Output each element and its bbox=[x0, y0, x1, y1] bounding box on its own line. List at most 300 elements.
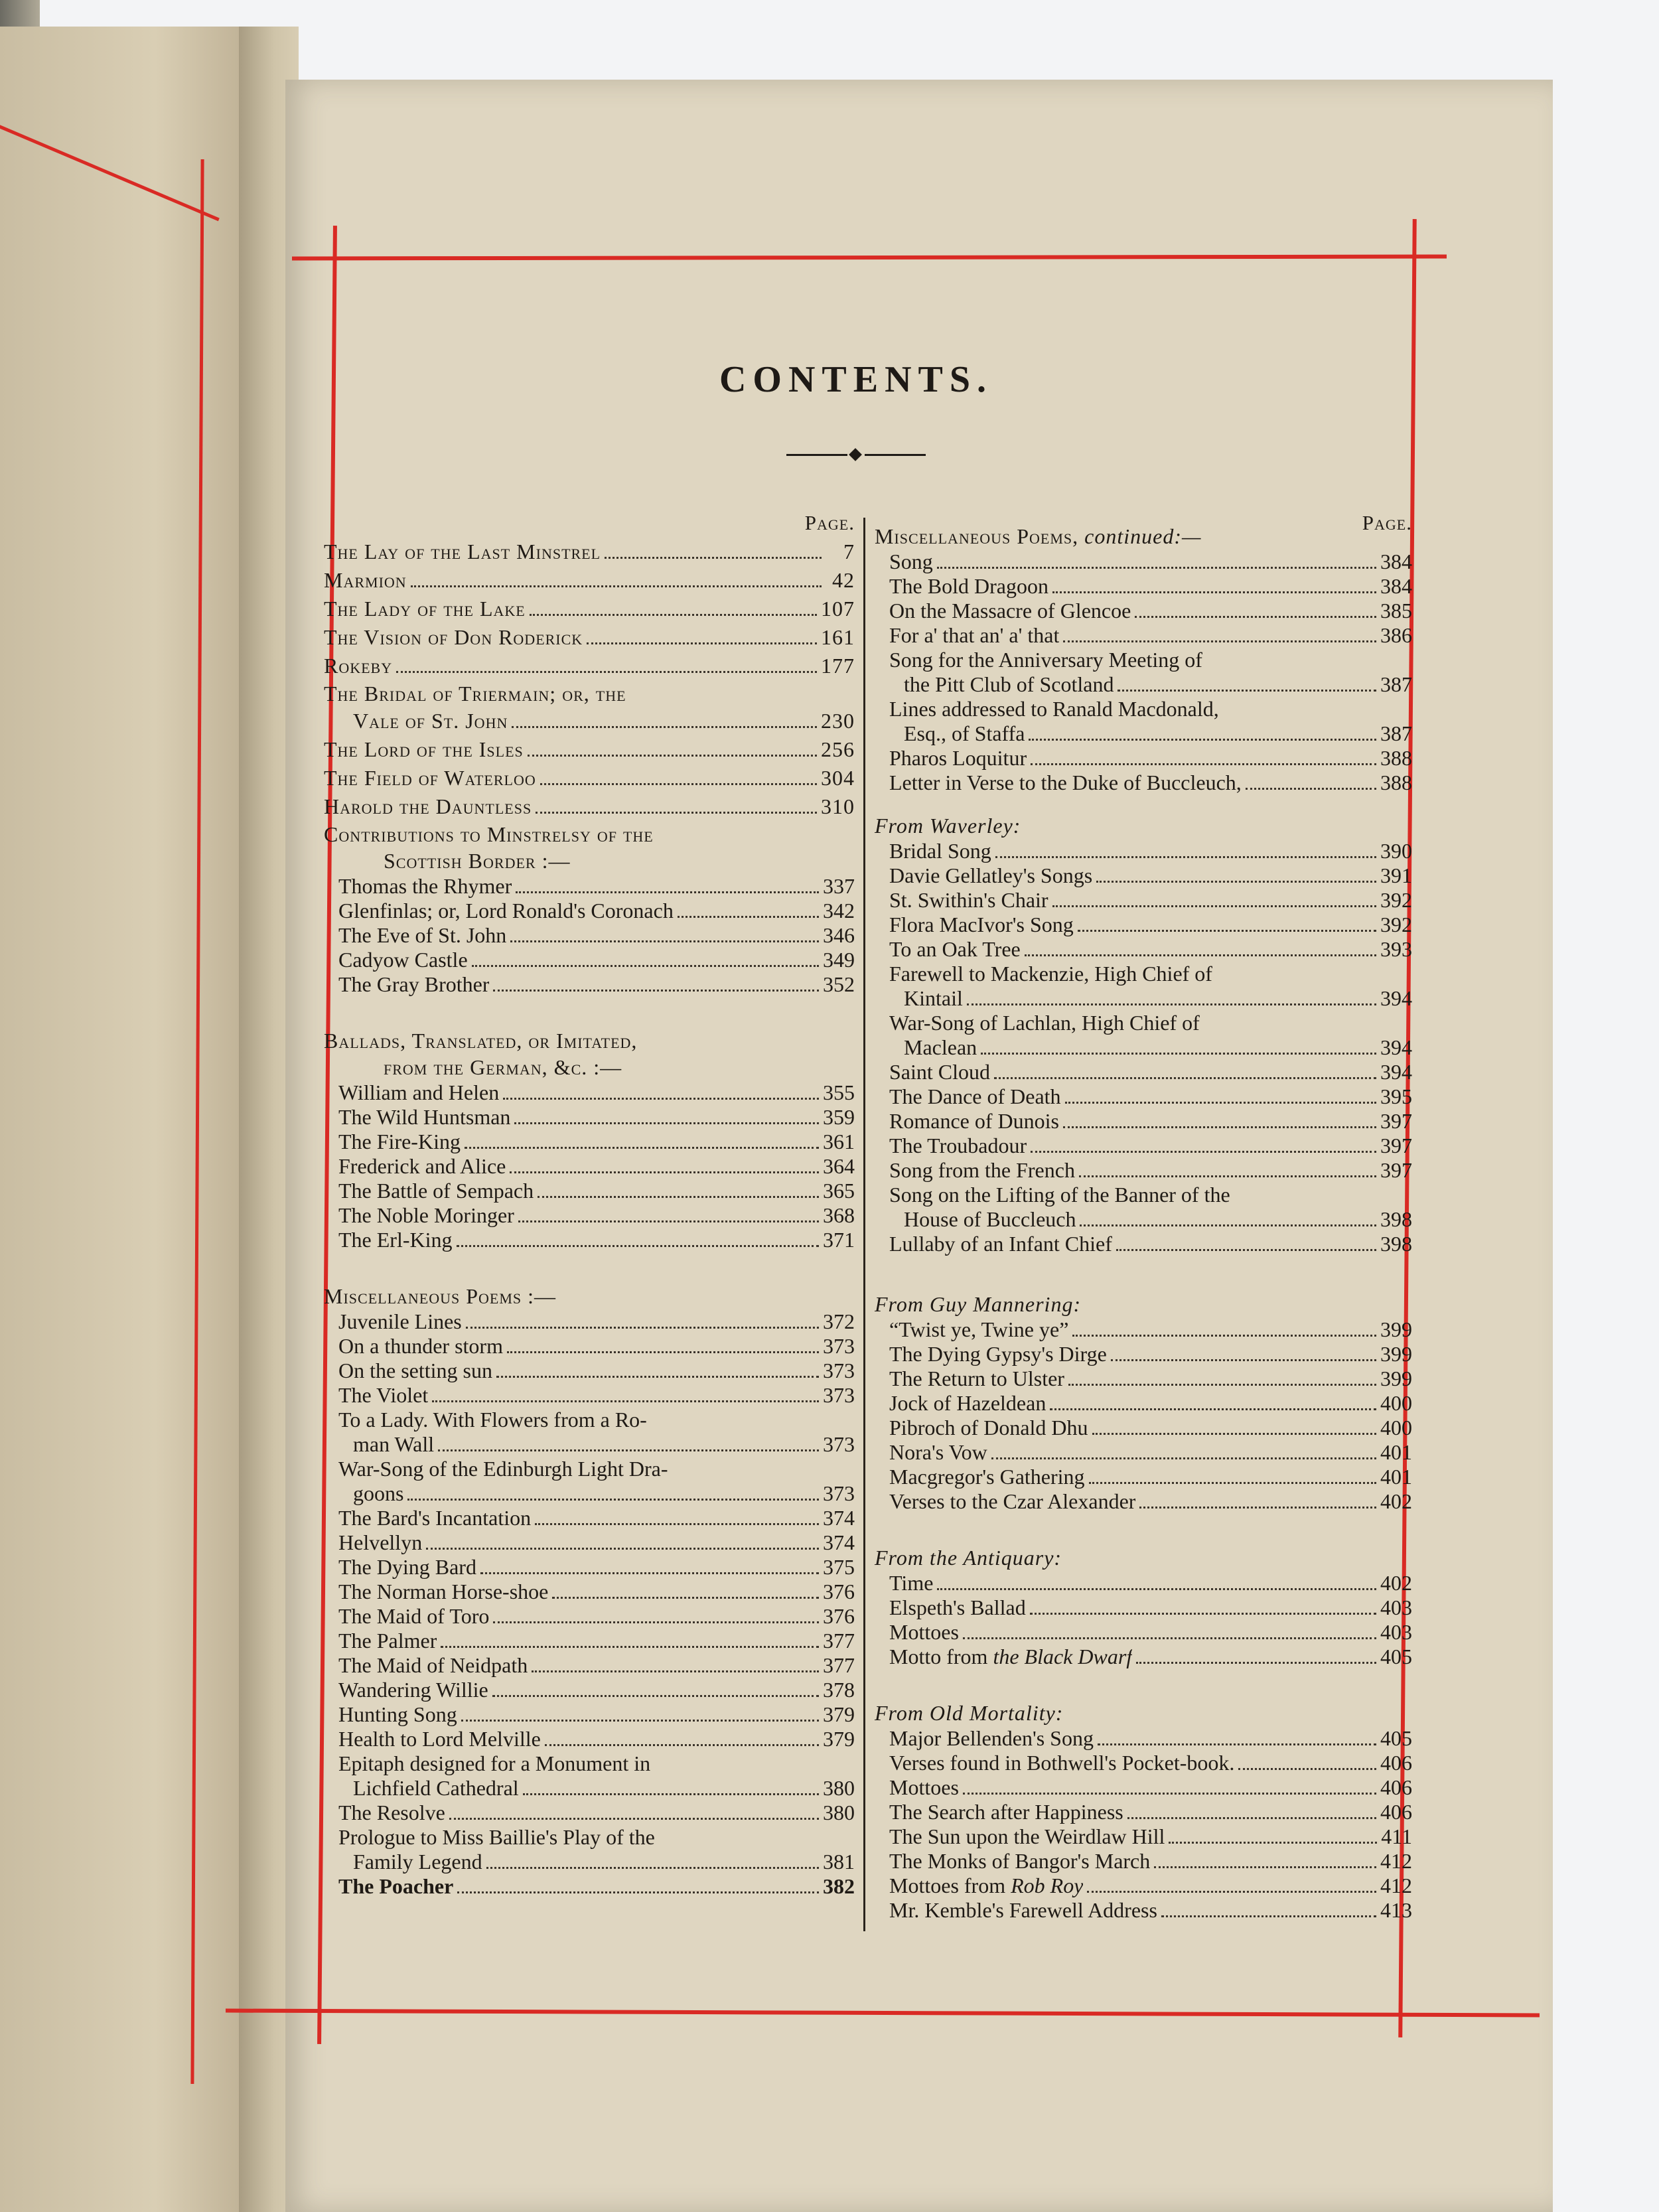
entry-page: 337 bbox=[823, 874, 855, 898]
leader-dots bbox=[1096, 874, 1376, 883]
entry-page: 377 bbox=[823, 1653, 855, 1677]
leader-dots bbox=[530, 607, 817, 616]
entry-page: 107 bbox=[821, 597, 855, 621]
entry-page: 364 bbox=[823, 1154, 855, 1178]
leader-dots bbox=[411, 579, 822, 587]
leader-dots bbox=[1065, 1095, 1376, 1104]
toc-entry bbox=[875, 1109, 1412, 1134]
toc-entry bbox=[875, 1751, 1412, 1775]
toc-entry bbox=[875, 746, 1412, 771]
leader-dots bbox=[493, 983, 819, 992]
leader-dots bbox=[967, 997, 1376, 1005]
toc-entry bbox=[324, 1580, 855, 1604]
entry-page: 399 bbox=[1380, 1342, 1412, 1366]
heading-continued: continued:— bbox=[1084, 524, 1202, 548]
toc-entry bbox=[324, 1130, 855, 1154]
waverley-list-b bbox=[875, 1060, 1412, 1183]
entry-title: the Pitt Club of Scotland bbox=[904, 672, 1114, 696]
entry-title bbox=[889, 1874, 1083, 1898]
entry-title: The Dying Bard bbox=[338, 1555, 476, 1579]
leader-dots bbox=[1068, 1377, 1376, 1386]
toc-entry bbox=[324, 899, 855, 923]
entry-title: The Maid of Neidpath bbox=[338, 1653, 528, 1677]
entry-title: The Noble Moringer bbox=[338, 1203, 514, 1227]
heading-old-mortality: From Old Mortality: bbox=[875, 1701, 1064, 1725]
entry-title: The Poacher bbox=[338, 1874, 454, 1898]
toc-entry bbox=[875, 1824, 1412, 1849]
entry-page: 403 bbox=[1380, 1595, 1412, 1619]
toc-entry bbox=[875, 937, 1412, 962]
entry-title: Song bbox=[889, 550, 933, 573]
toc-entry bbox=[875, 550, 1412, 574]
toc-entry bbox=[875, 1416, 1412, 1440]
leader-dots bbox=[480, 1566, 819, 1574]
toc-entry bbox=[324, 948, 855, 972]
leader-dots bbox=[1031, 1144, 1376, 1153]
entry-page: 374 bbox=[823, 1530, 855, 1554]
toc-entry bbox=[324, 1154, 855, 1179]
entry-page: 378 bbox=[823, 1678, 855, 1702]
entry-title: The Wild Huntsman bbox=[338, 1105, 511, 1129]
leader-dots bbox=[1079, 1169, 1376, 1177]
toc-entry bbox=[324, 1727, 855, 1751]
leader-dots bbox=[518, 1214, 819, 1222]
leader-dots bbox=[486, 1860, 819, 1869]
toc-entry bbox=[875, 721, 1412, 746]
toc-entry bbox=[875, 1489, 1412, 1514]
title-ornament bbox=[786, 448, 926, 461]
entry-page: 400 bbox=[1380, 1391, 1412, 1415]
entry-page: 398 bbox=[1380, 1232, 1412, 1256]
entry-title: Cadyow Castle bbox=[338, 948, 468, 972]
entry-maclean-line1: War-Song of Lachlan, High Chief of bbox=[889, 1011, 1200, 1035]
toc-entry bbox=[324, 1776, 855, 1801]
entry-page: 376 bbox=[823, 1580, 855, 1603]
toc-entry bbox=[324, 972, 855, 997]
toc-entry bbox=[875, 1800, 1412, 1824]
entry-page: 161 bbox=[821, 625, 855, 649]
entry-page: 310 bbox=[821, 794, 855, 818]
leader-dots bbox=[1063, 1120, 1376, 1128]
leader-dots bbox=[1092, 1426, 1376, 1435]
toc-entry bbox=[324, 1228, 855, 1252]
entry-title: For a' that an' a' that bbox=[889, 623, 1060, 647]
entry-title: The Battle of Sempach bbox=[338, 1179, 534, 1203]
entry-title: Mr. Kemble's Farewell Address bbox=[889, 1898, 1157, 1922]
entry-page: 373 bbox=[823, 1432, 855, 1456]
entry-title: Rokeby bbox=[324, 654, 393, 678]
entry-title: The Return to Ulster bbox=[889, 1366, 1064, 1390]
toc-entry bbox=[875, 1232, 1412, 1256]
leader-dots bbox=[1030, 1606, 1376, 1615]
toc-entry bbox=[324, 1506, 855, 1530]
entry-page: 406 bbox=[1380, 1775, 1412, 1799]
leader-dots bbox=[981, 1046, 1376, 1055]
entry-title: Helvellyn bbox=[338, 1530, 423, 1554]
entry-title: On the setting sun bbox=[338, 1359, 492, 1382]
entry-page: 230 bbox=[821, 709, 855, 733]
entry-page: 395 bbox=[1380, 1084, 1412, 1108]
entry-page: 7 bbox=[843, 540, 855, 563]
leader-dots bbox=[995, 849, 1376, 858]
toc-entry bbox=[324, 1629, 855, 1653]
entry-title: Saint Cloud bbox=[889, 1060, 991, 1084]
entry-warsong-line1: War-Song of the Edinburgh Light Dra- bbox=[338, 1457, 668, 1481]
leader-dots bbox=[678, 909, 819, 918]
toc-entry bbox=[324, 764, 855, 792]
toc-entry bbox=[875, 1134, 1412, 1158]
toc-entry bbox=[324, 1481, 855, 1506]
entry-page: 384 bbox=[1380, 550, 1412, 573]
toc-entry bbox=[875, 771, 1412, 795]
entry-title: The Palmer bbox=[338, 1629, 437, 1653]
toc-entry bbox=[875, 1645, 1412, 1669]
contents-column-left bbox=[324, 511, 855, 1899]
leader-dots bbox=[1139, 1500, 1376, 1509]
misc-cont-list-a bbox=[875, 550, 1412, 648]
entry-title: Verses found in Bothwell's Pocket-book. bbox=[889, 1751, 1235, 1775]
entry-page: 374 bbox=[823, 1506, 855, 1530]
entry-title: Juvenile Lines bbox=[338, 1309, 462, 1333]
leader-dots bbox=[605, 550, 822, 559]
entry-prologue-line1: Prologue to Miss Baillie's Play of the bbox=[338, 1825, 655, 1849]
leader-dots bbox=[514, 1116, 819, 1124]
leader-dots bbox=[1169, 1835, 1377, 1844]
entry-title: The Violet bbox=[338, 1383, 429, 1407]
leader-dots bbox=[493, 1615, 819, 1623]
toc-entry bbox=[324, 623, 855, 652]
contents-column-right bbox=[875, 511, 1412, 1923]
entry-title: Frederick and Alice bbox=[338, 1154, 506, 1178]
toc-entry bbox=[324, 1359, 855, 1383]
leader-dots bbox=[587, 636, 817, 644]
entry-page: 377 bbox=[823, 1629, 855, 1653]
toc-entry bbox=[324, 1179, 855, 1203]
heading-antiquary: From the Antiquary: bbox=[875, 1546, 1062, 1570]
entry-title: The Dance of Death bbox=[889, 1084, 1061, 1108]
entry-page: 397 bbox=[1380, 1109, 1412, 1133]
toc-entry bbox=[875, 1317, 1412, 1342]
entry-page: 401 bbox=[1380, 1465, 1412, 1489]
entry-page: 412 bbox=[1380, 1874, 1412, 1897]
entry-page: 376 bbox=[823, 1604, 855, 1628]
ornament-rule-right bbox=[865, 454, 926, 456]
entry-title: Jock of Hazeldean bbox=[889, 1391, 1046, 1415]
entry-page: 385 bbox=[1380, 599, 1412, 623]
toc-entry bbox=[875, 1391, 1412, 1416]
toc-entry bbox=[324, 792, 855, 821]
heading-miscellaneous: Miscellaneous Poems :— bbox=[324, 1284, 557, 1308]
toc-entry bbox=[324, 874, 855, 899]
leader-dots bbox=[523, 1787, 819, 1795]
toc-entry bbox=[875, 1060, 1412, 1084]
entry-page: 342 bbox=[823, 899, 855, 922]
entry-title: The Erl-King bbox=[338, 1228, 453, 1252]
leader-dots bbox=[994, 1070, 1376, 1079]
entry-title bbox=[889, 1645, 1132, 1669]
entry-page: 352 bbox=[823, 972, 855, 996]
entry-title: Hunting Song bbox=[338, 1702, 457, 1726]
toc-entry bbox=[875, 986, 1412, 1011]
entry-page: 399 bbox=[1380, 1317, 1412, 1341]
entry-page: 400 bbox=[1380, 1416, 1412, 1439]
toc-entry bbox=[875, 1440, 1412, 1465]
entry-page: 405 bbox=[1380, 1645, 1412, 1668]
entry-page: 406 bbox=[1380, 1800, 1412, 1824]
page-title: CONTENTS. bbox=[719, 359, 993, 400]
entry-page: 398 bbox=[1380, 1207, 1412, 1231]
entry-lady-line1: To a Lady. With Flowers from a Ro- bbox=[338, 1408, 647, 1432]
entry-page: 380 bbox=[823, 1776, 855, 1800]
entry-title: Pharos Loquitur bbox=[889, 746, 1027, 770]
ornament-rule-left bbox=[786, 454, 847, 456]
toc-entry bbox=[324, 1874, 855, 1899]
entry-title: William and Helen bbox=[338, 1080, 500, 1104]
entry-title: The Bard's Incantation bbox=[338, 1506, 532, 1530]
toc-entry bbox=[324, 1334, 855, 1359]
misc-list-b bbox=[324, 1506, 855, 1751]
toc-entry bbox=[324, 652, 855, 680]
entry-page: 349 bbox=[823, 948, 855, 972]
heading-misc-continued bbox=[875, 523, 1412, 550]
leader-dots bbox=[492, 1688, 819, 1697]
leader-dots bbox=[466, 1320, 819, 1329]
main-works-list-2 bbox=[324, 735, 855, 821]
entry-title: Harold the Dauntless bbox=[324, 794, 532, 818]
leader-dots bbox=[937, 560, 1376, 569]
toc-entry bbox=[875, 1620, 1412, 1645]
entry-page: 381 bbox=[823, 1850, 855, 1874]
entry-page: 365 bbox=[823, 1179, 855, 1203]
heading-misc-text: Miscellaneous Poems, bbox=[875, 524, 1079, 548]
entry-title: Mottoes bbox=[889, 1775, 959, 1799]
entry-page: 387 bbox=[1380, 721, 1412, 745]
leader-dots bbox=[1063, 634, 1376, 642]
leader-dots bbox=[516, 885, 819, 893]
entry-title: The Field of Waterloo bbox=[324, 766, 536, 790]
entry-page: 402 bbox=[1380, 1489, 1412, 1513]
entry-page: 393 bbox=[1380, 937, 1412, 961]
leader-dots bbox=[1078, 923, 1376, 932]
entry-page: 373 bbox=[823, 1481, 855, 1505]
leader-dots bbox=[1246, 781, 1376, 790]
entry-title: The Norman Horse-shoe bbox=[338, 1580, 549, 1603]
leader-dots bbox=[496, 1369, 819, 1378]
entry-page: 403 bbox=[1380, 1620, 1412, 1644]
leader-dots bbox=[396, 664, 817, 673]
entry-page: 397 bbox=[1380, 1158, 1412, 1182]
entry-page: 392 bbox=[1380, 913, 1412, 936]
entry-title: Family Legend bbox=[353, 1850, 482, 1874]
toc-entry bbox=[875, 599, 1412, 623]
leader-dots bbox=[503, 1091, 819, 1100]
leader-dots bbox=[457, 1238, 820, 1247]
entry-title: The Search after Happiness bbox=[889, 1800, 1123, 1824]
entry-title: goons bbox=[353, 1481, 404, 1505]
heading-guy-mannering: From Guy Mannering: bbox=[875, 1292, 1082, 1316]
entry-page: 379 bbox=[823, 1702, 855, 1726]
entry-title: The Resolve bbox=[338, 1801, 445, 1824]
entry-title: On the Massacre of Glencoe bbox=[889, 599, 1131, 623]
entry-title: Elspeth's Ballad bbox=[889, 1595, 1026, 1619]
left-page bbox=[0, 27, 259, 2212]
leader-dots bbox=[1154, 1860, 1376, 1868]
entry-page: 373 bbox=[823, 1383, 855, 1407]
toc-entry bbox=[875, 623, 1412, 648]
entry-page: 386 bbox=[1380, 623, 1412, 647]
toc-entry bbox=[324, 1801, 855, 1825]
toc-entry bbox=[324, 595, 855, 623]
entry-title: The Fire-King bbox=[338, 1130, 461, 1153]
entry-page: 394 bbox=[1380, 986, 1412, 1010]
entry-title: The Monks of Bangor's March bbox=[889, 1849, 1151, 1873]
entry-title: Time bbox=[889, 1571, 934, 1595]
entry-page: 355 bbox=[823, 1080, 855, 1104]
entry-page: 388 bbox=[1380, 746, 1412, 770]
toc-entry bbox=[875, 672, 1412, 697]
heading-contributions: Contributions to Minstrelsy of the bbox=[324, 822, 654, 846]
entry-page: 373 bbox=[823, 1334, 855, 1358]
entry-page: 384 bbox=[1380, 574, 1412, 598]
entry-page: 392 bbox=[1380, 888, 1412, 912]
ballads-list bbox=[324, 1080, 855, 1252]
entry-title: Macgregor's Gathering bbox=[889, 1465, 1085, 1489]
entry-page: 361 bbox=[823, 1130, 855, 1153]
leader-dots bbox=[536, 805, 817, 814]
entry-page: 382 bbox=[823, 1874, 855, 1898]
entry-page: 368 bbox=[823, 1203, 855, 1227]
entry-title: Nora's Vow bbox=[889, 1440, 987, 1464]
leader-dots bbox=[1089, 1475, 1376, 1484]
leader-dots bbox=[1238, 1761, 1376, 1770]
leader-dots bbox=[540, 776, 817, 785]
entry-title: The Bold Dragoon bbox=[889, 574, 1048, 598]
page-column-label-right: Page. bbox=[1362, 511, 1412, 534]
toc-entry bbox=[875, 913, 1412, 937]
leader-dots bbox=[1025, 948, 1376, 956]
toc-entry bbox=[324, 1530, 855, 1555]
leader-dots bbox=[461, 1713, 819, 1722]
leader-dots bbox=[1161, 1909, 1376, 1917]
entry-page: 390 bbox=[1380, 839, 1412, 863]
entry-page: 397 bbox=[1380, 1134, 1412, 1157]
toc-entry bbox=[324, 1555, 855, 1580]
toc-entry bbox=[875, 1342, 1412, 1366]
entry-title: Verses to the Czar Alexander bbox=[889, 1489, 1136, 1513]
leader-dots bbox=[407, 1492, 819, 1501]
entry-title: Davie Gellatley's Songs bbox=[889, 863, 1093, 887]
entry-bridal-line1: The Bridal of Triermain; or, the bbox=[324, 682, 626, 705]
heading-ballads-line2: from the German, &c. :— bbox=[384, 1055, 622, 1079]
entry-title: The Sun upon the Weirdlaw Hill bbox=[889, 1824, 1165, 1848]
toc-entry bbox=[875, 1898, 1412, 1923]
entry-page: 371 bbox=[823, 1228, 855, 1252]
entry-title: To an Oak Tree bbox=[889, 937, 1021, 961]
toc-entry bbox=[875, 888, 1412, 913]
entry-title: The Lord of the Isles bbox=[324, 737, 524, 761]
toc-entry bbox=[875, 1571, 1412, 1595]
leader-dots bbox=[1127, 1810, 1376, 1819]
entry-page: 399 bbox=[1380, 1366, 1412, 1390]
entry-title: Flora MacIvor's Song bbox=[889, 913, 1074, 936]
toc-entry bbox=[875, 1849, 1412, 1874]
entry-title: Health to Lord Melville bbox=[338, 1727, 541, 1751]
toc-entry bbox=[875, 574, 1412, 599]
leader-dots bbox=[1111, 1353, 1376, 1361]
entry-title-italic: Rob Roy bbox=[1011, 1874, 1084, 1897]
entry-page: 372 bbox=[823, 1309, 855, 1333]
leader-dots bbox=[472, 958, 819, 967]
entry-page: 405 bbox=[1380, 1726, 1412, 1750]
toc-entry bbox=[875, 1775, 1412, 1800]
entry-page: 379 bbox=[823, 1727, 855, 1751]
entry-title-prefix: Mottoes from bbox=[889, 1874, 1011, 1897]
leader-dots bbox=[438, 1443, 819, 1451]
leader-dots bbox=[963, 1786, 1376, 1795]
leader-dots bbox=[528, 748, 817, 757]
ornament-diamond bbox=[849, 448, 862, 461]
leader-dots bbox=[1116, 1242, 1376, 1251]
entry-title: Maclean bbox=[904, 1035, 977, 1059]
entry-page: 394 bbox=[1380, 1035, 1412, 1059]
entry-title: The Gray Brother bbox=[338, 972, 490, 996]
toc-entry bbox=[324, 707, 855, 735]
old-mortality-list bbox=[875, 1726, 1412, 1874]
entry-ranald-line1: Lines addressed to Ranald Macdonald, bbox=[889, 697, 1219, 721]
entry-title: Thomas the Rhymer bbox=[338, 874, 512, 898]
entry-page: 387 bbox=[1380, 672, 1412, 696]
heading-waverley: From Waverley: bbox=[875, 814, 1021, 838]
toc-entry bbox=[324, 1702, 855, 1727]
entry-title: On a thunder storm bbox=[338, 1334, 503, 1358]
entry-kintail-line1: Farewell to Mackenzie, High Chief of bbox=[889, 962, 1212, 986]
toc-entry bbox=[875, 1465, 1412, 1489]
entry-page: 411 bbox=[1381, 1824, 1412, 1848]
entry-title: Marmion bbox=[324, 568, 407, 592]
entry-page: 373 bbox=[823, 1359, 855, 1382]
leader-dots bbox=[1052, 585, 1376, 593]
entry-title: Glenfinlas; or, Lord Ronald's Coronach bbox=[338, 899, 674, 922]
entry-page: 402 bbox=[1380, 1571, 1412, 1595]
leader-dots bbox=[937, 1582, 1376, 1590]
toc-entry bbox=[875, 1084, 1412, 1109]
entry-title: Kintail bbox=[904, 986, 963, 1010]
waverley-list-a bbox=[875, 839, 1412, 962]
leader-dots bbox=[1072, 1328, 1376, 1337]
entry-title: The Lady of the Lake bbox=[324, 597, 526, 621]
leader-dots bbox=[1080, 1218, 1376, 1226]
entry-title: The Lay of the Last Minstrel bbox=[324, 540, 601, 563]
entry-title: Vale of St. John bbox=[353, 709, 508, 733]
leader-dots bbox=[535, 1516, 819, 1525]
entry-page: 394 bbox=[1380, 1060, 1412, 1084]
toc-entry bbox=[324, 1850, 855, 1874]
leader-dots bbox=[1050, 1402, 1376, 1410]
heading-ballads: Ballads, Translated, or Imitated, bbox=[324, 1029, 638, 1053]
leader-dots bbox=[538, 1189, 819, 1198]
entry-page: 401 bbox=[1380, 1440, 1412, 1464]
entry-title: “Twist ye, Twine ye” bbox=[889, 1317, 1069, 1341]
entry-banner-line1: Song on the Lifting of the Banner of the bbox=[889, 1183, 1230, 1207]
toc-entry bbox=[875, 1158, 1412, 1183]
entry-title: St. Swithin's Chair bbox=[889, 888, 1048, 912]
toc-entry bbox=[324, 1653, 855, 1678]
entry-title: The Troubadour bbox=[889, 1134, 1027, 1157]
leader-dots bbox=[510, 934, 819, 942]
entry-page: 359 bbox=[823, 1105, 855, 1129]
entry-title: Wandering Willie bbox=[338, 1678, 488, 1702]
entry-page: 256 bbox=[821, 737, 855, 761]
